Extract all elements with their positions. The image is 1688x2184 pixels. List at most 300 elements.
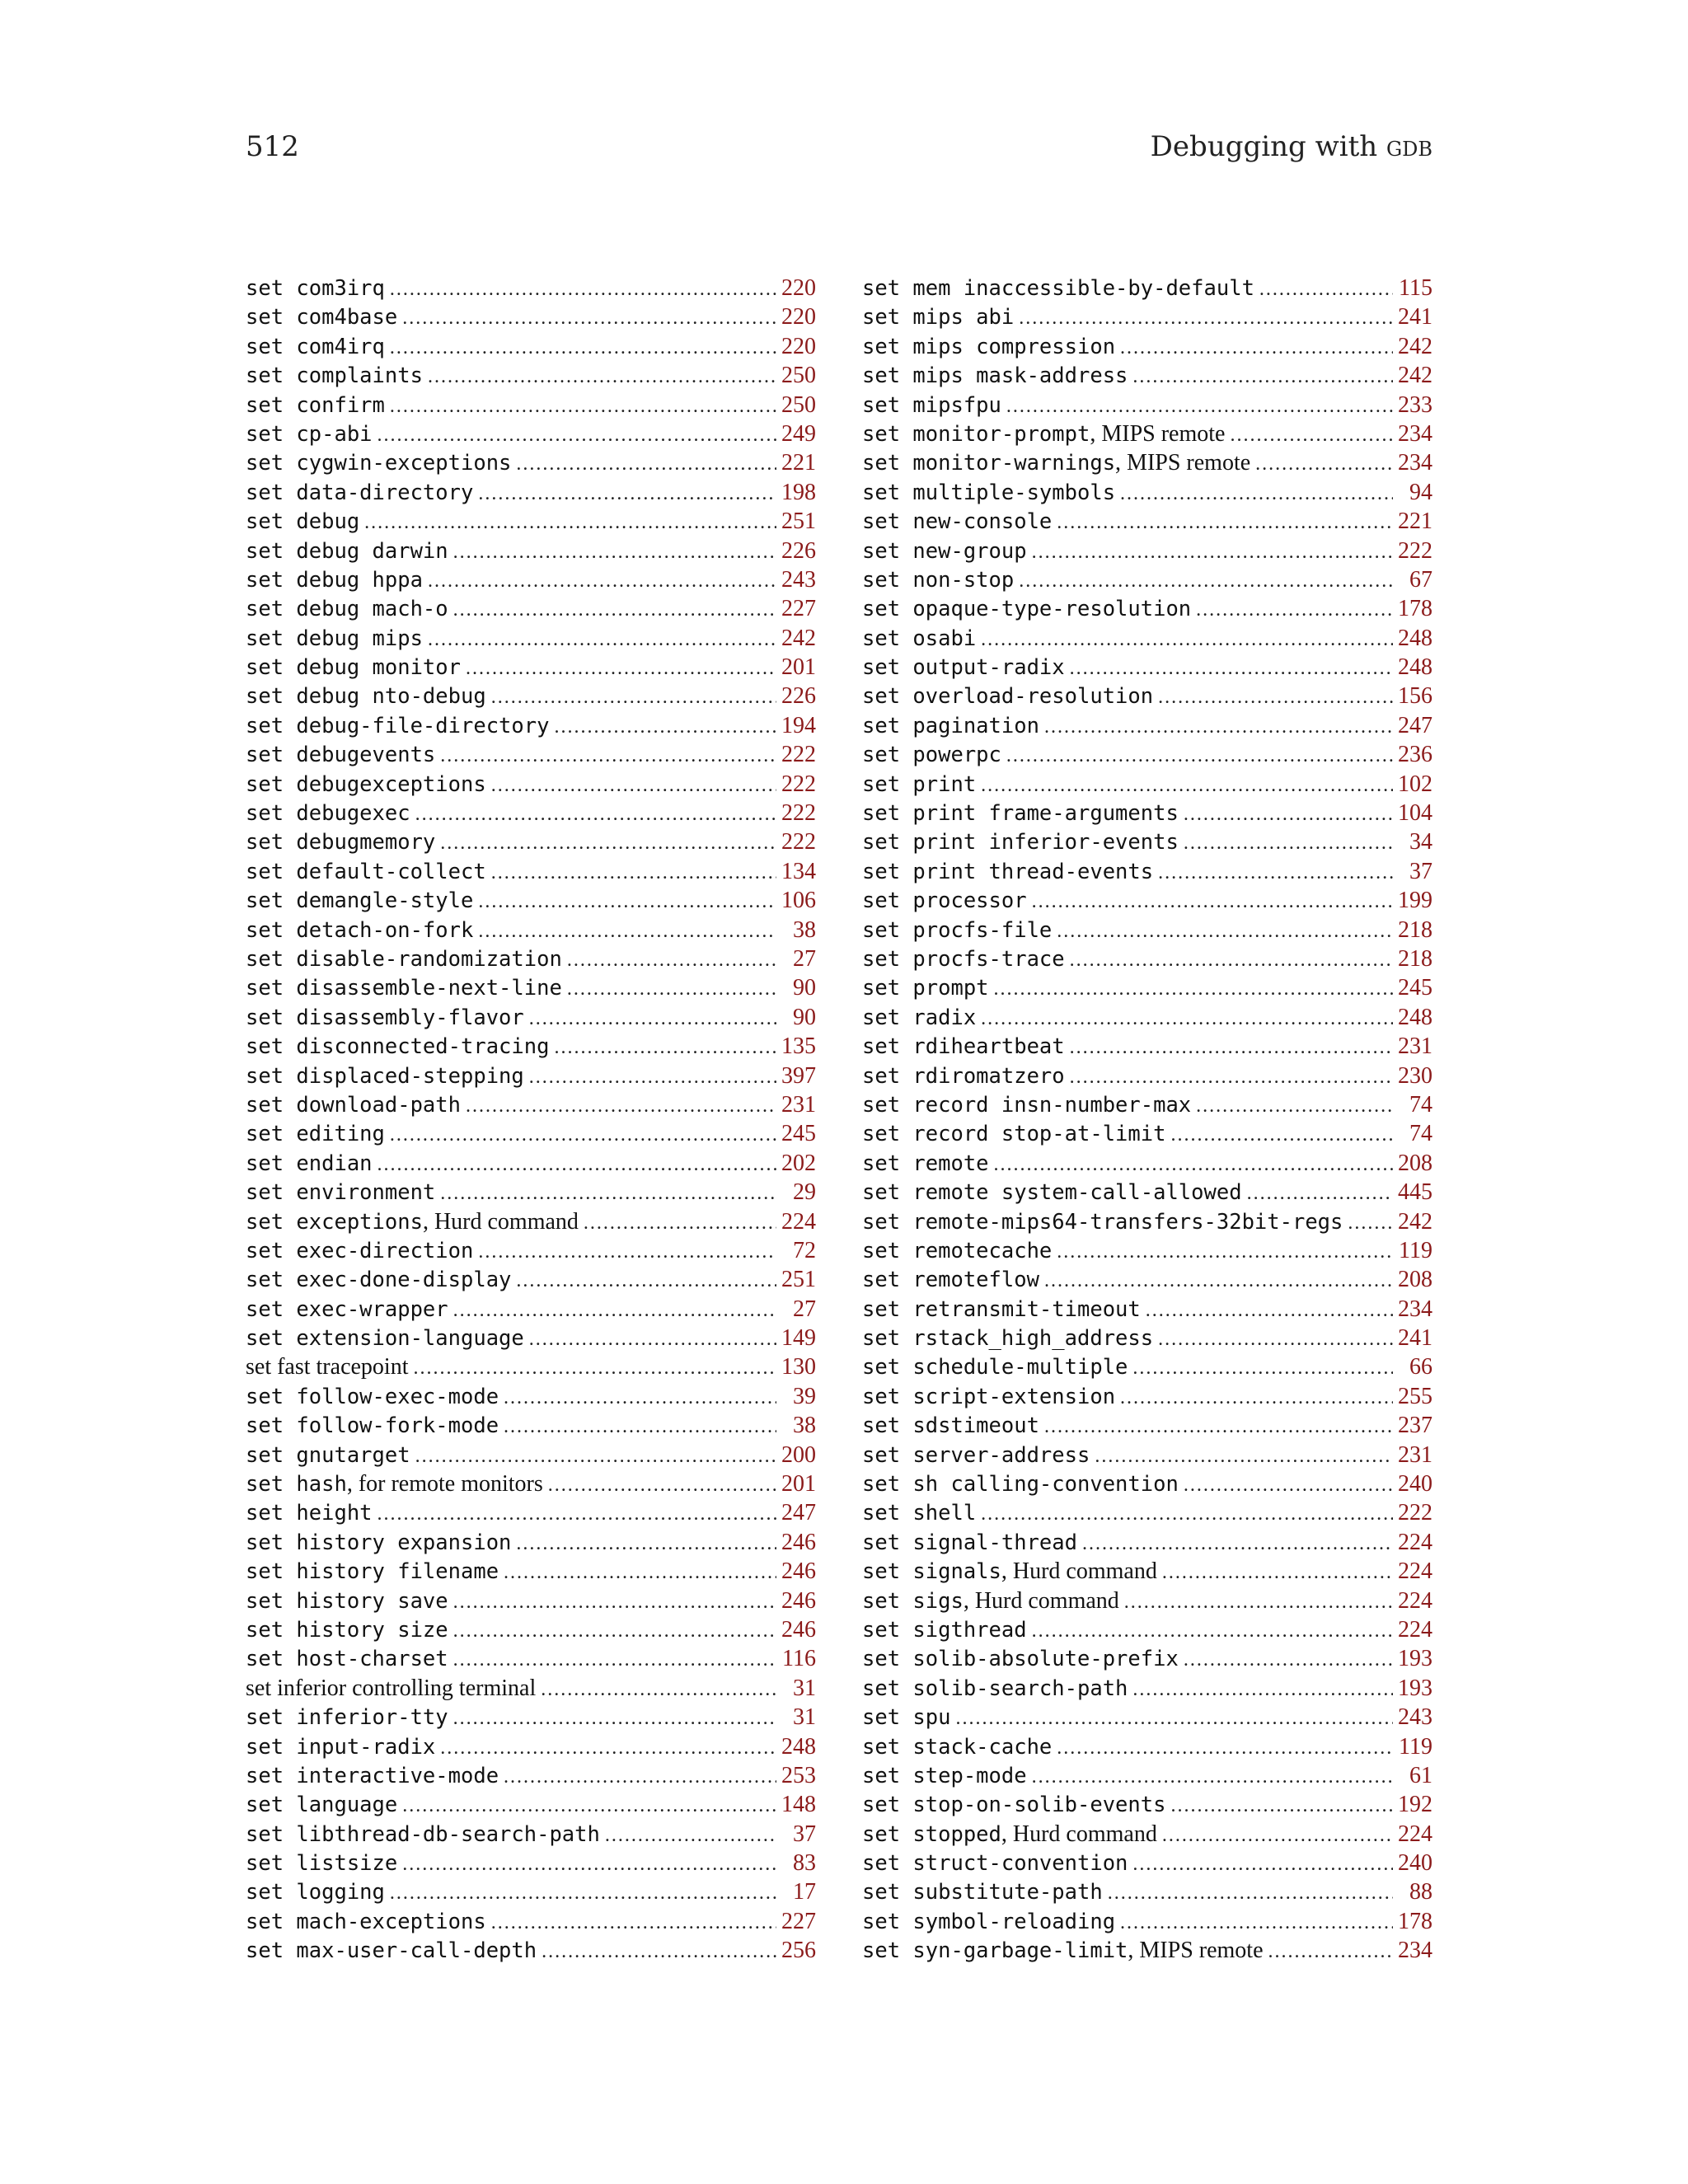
dot-leader xyxy=(390,1121,776,1150)
index-entry xyxy=(862,1936,1432,1965)
dot-leader xyxy=(1032,888,1393,916)
page-reference-link[interactable]: 201 xyxy=(781,1471,816,1497)
page-reference-link[interactable]: 115 xyxy=(1399,275,1432,301)
page-reference-link[interactable]: 226 xyxy=(781,683,816,710)
page-reference-link[interactable]: 66 xyxy=(1409,1354,1432,1380)
index-term-code: set logging xyxy=(246,1880,385,1905)
page-reference-link[interactable]: 178 xyxy=(1398,1908,1432,1934)
index-term-code: set rdiromatzero xyxy=(862,1063,1065,1089)
index-entry xyxy=(862,653,1432,682)
index-term-note: , Hurd command xyxy=(1001,1558,1157,1585)
page-reference-link[interactable]: 246 xyxy=(781,1529,816,1555)
page-reference-link[interactable]: 178 xyxy=(1398,596,1432,622)
dot-leader xyxy=(1196,596,1393,625)
index-term-code: set remote-mips64-transfers-32bit-regs xyxy=(862,1209,1343,1235)
index-term-code: set script-extension xyxy=(862,1384,1116,1409)
page-reference-link[interactable]: 106 xyxy=(781,888,816,914)
page-reference-link[interactable]: 248 xyxy=(781,1733,816,1760)
index-entry xyxy=(862,419,1432,448)
dot-leader xyxy=(1120,334,1393,363)
page-reference-link[interactable]: 119 xyxy=(1399,1237,1432,1263)
dot-leader xyxy=(1170,1121,1393,1150)
page-reference-link[interactable]: 119 xyxy=(1399,1733,1432,1760)
dot-leader xyxy=(1184,1471,1393,1500)
page-reference-link[interactable]: 221 xyxy=(1398,509,1432,535)
index-entry xyxy=(246,1090,816,1119)
page-reference-link[interactable]: 200 xyxy=(781,1441,816,1468)
index-term-code: set mips mask-address xyxy=(862,363,1128,389)
page-reference-link[interactable]: 243 xyxy=(1398,1704,1432,1731)
dot-leader xyxy=(453,1617,776,1646)
dot-leader xyxy=(981,1005,1393,1033)
index-term-code: set disassemble-next-line xyxy=(246,976,562,1001)
index-term xyxy=(246,1324,524,1353)
index-term xyxy=(246,537,448,566)
index-term-code: set gnutarget xyxy=(246,1442,410,1468)
index-entry xyxy=(862,1761,1432,1790)
index-entry xyxy=(246,419,816,448)
index-entry xyxy=(246,886,816,915)
index-entry xyxy=(246,1674,816,1703)
page-reference-link[interactable]: 134 xyxy=(781,858,816,884)
page-reference-link[interactable]: 246 xyxy=(781,1587,816,1614)
index-term-code: set exceptions xyxy=(246,1209,423,1235)
index-entry xyxy=(862,332,1432,361)
page-reference-link[interactable]: 116 xyxy=(782,1646,816,1672)
index-term-code: set disable-randomization xyxy=(246,946,562,972)
index-term xyxy=(246,420,373,449)
page-reference-link[interactable]: 242 xyxy=(1398,1208,1432,1235)
page-reference-link[interactable]: 193 xyxy=(1398,1646,1432,1672)
index-term xyxy=(246,566,423,595)
page-reference-link[interactable]: 243 xyxy=(781,566,816,593)
index-term xyxy=(246,1383,499,1412)
dot-leader xyxy=(955,1704,1393,1733)
index-entry xyxy=(862,1352,1432,1381)
page-reference-link[interactable]: 220 xyxy=(781,304,816,330)
page-reference-link[interactable]: 83 xyxy=(793,1850,816,1877)
dot-leader xyxy=(504,1763,776,1792)
page-reference-link[interactable]: 208 xyxy=(1398,1150,1432,1176)
page-reference-link[interactable]: 231 xyxy=(1398,1033,1432,1060)
dot-leader xyxy=(548,1471,776,1500)
index-entry xyxy=(862,1732,1432,1761)
page-reference-link[interactable]: 231 xyxy=(1398,1441,1432,1468)
index-term-code: set radix xyxy=(862,1005,977,1030)
index-term-code: set pagination xyxy=(862,713,1039,738)
index-entry xyxy=(246,1703,816,1732)
index-term-code: set powerpc xyxy=(862,743,1001,768)
dot-leader xyxy=(1070,1033,1393,1062)
index-term-code: set schedule-multiple xyxy=(862,1355,1128,1380)
index-entry xyxy=(246,1849,816,1877)
page-reference-link[interactable]: 248 xyxy=(1398,1004,1432,1030)
page-reference-link[interactable]: 27 xyxy=(793,945,816,972)
index-entry xyxy=(862,1295,1432,1324)
index-term xyxy=(246,771,486,799)
index-term xyxy=(246,1937,537,1966)
running-title-text: Debugging with xyxy=(1150,130,1386,163)
dot-leader xyxy=(1032,538,1393,567)
page-reference-link[interactable]: 31 xyxy=(793,1704,816,1731)
index-term xyxy=(246,1207,579,1237)
page-reference-link[interactable]: 248 xyxy=(1398,625,1432,651)
page-reference-link[interactable]: 221 xyxy=(781,450,816,476)
index-term-code: set procfs-trace xyxy=(862,946,1065,972)
dot-leader xyxy=(440,1179,776,1208)
index-entry xyxy=(246,1586,816,1615)
index-term xyxy=(862,1849,1128,1878)
page-reference-link[interactable]: 241 xyxy=(1398,304,1432,330)
index-entry xyxy=(246,1003,816,1032)
index-entry xyxy=(246,1732,816,1761)
page-reference-link[interactable]: 250 xyxy=(781,391,816,418)
index-term xyxy=(246,274,385,303)
page-reference-link[interactable]: 94 xyxy=(1409,479,1432,505)
index-entry xyxy=(862,1178,1432,1207)
index-term xyxy=(862,1586,1119,1616)
dot-leader xyxy=(554,1033,776,1062)
dot-leader xyxy=(1044,1267,1393,1296)
index-term xyxy=(246,479,473,508)
index-term-code: set print xyxy=(862,771,977,797)
dot-leader xyxy=(1196,1092,1393,1121)
index-term-code: set sigthread xyxy=(862,1617,1027,1643)
index-term-code: set default-collect xyxy=(246,859,486,884)
page-reference-link[interactable]: 135 xyxy=(781,1033,816,1060)
dot-leader xyxy=(1184,1646,1393,1675)
index-entry xyxy=(862,1907,1432,1936)
page-reference-link[interactable]: 224 xyxy=(1398,1529,1432,1555)
page-reference-link[interactable]: 230 xyxy=(1398,1062,1432,1089)
index-entry xyxy=(246,944,816,973)
dot-leader xyxy=(402,1792,776,1821)
page-reference-link[interactable]: 61 xyxy=(1409,1762,1432,1788)
dot-leader xyxy=(415,800,776,829)
index-entry xyxy=(246,973,816,1002)
index-entry xyxy=(862,1003,1432,1032)
index-entry xyxy=(246,1149,816,1178)
index-term-code: set sdstimeout xyxy=(862,1413,1039,1439)
index-term xyxy=(862,566,1014,595)
index-entry xyxy=(246,332,816,361)
page-reference-link[interactable]: 445 xyxy=(1398,1179,1432,1206)
index-term-code: set output-radix xyxy=(862,655,1065,681)
page-reference-link[interactable]: 192 xyxy=(1398,1792,1432,1818)
dot-leader xyxy=(1184,800,1393,829)
index-entry xyxy=(862,594,1432,623)
index-entry xyxy=(246,1178,816,1207)
page-reference-link[interactable]: 156 xyxy=(1398,683,1432,710)
index-term-code: set debugexceptions xyxy=(246,771,486,797)
page-reference-link[interactable]: 72 xyxy=(793,1237,816,1263)
index-entry xyxy=(862,770,1432,799)
dot-leader xyxy=(428,363,776,391)
page-reference-link[interactable]: 198 xyxy=(781,479,816,505)
page-reference-link[interactable]: 234 xyxy=(1398,450,1432,476)
index-entry xyxy=(246,1295,816,1324)
page-reference-link[interactable]: 90 xyxy=(793,1004,816,1030)
page-reference-link[interactable]: 37 xyxy=(793,1821,816,1847)
page-reference-link[interactable]: 251 xyxy=(781,1267,816,1293)
index-entry xyxy=(862,1703,1432,1732)
page-reference-link[interactable]: 224 xyxy=(781,1208,816,1235)
page-reference-link[interactable]: 222 xyxy=(781,771,816,797)
dot-leader xyxy=(440,1734,776,1763)
page-reference-link[interactable]: 74 xyxy=(1409,1121,1432,1147)
page-reference-link[interactable]: 39 xyxy=(793,1383,816,1409)
page-reference-link[interactable]: 231 xyxy=(781,1091,816,1118)
dot-leader xyxy=(1070,654,1393,683)
index-term-code: set symbol-reloading xyxy=(862,1909,1116,1934)
index-entry xyxy=(862,1528,1432,1557)
index-term-code: set debug hppa xyxy=(246,567,423,593)
dot-leader xyxy=(504,1384,776,1413)
dot-leader xyxy=(390,1879,776,1908)
index-term-code: set detach-on-fork xyxy=(246,917,474,943)
page-reference-link[interactable]: 102 xyxy=(1398,771,1432,797)
page-reference-link[interactable]: 74 xyxy=(1409,1091,1432,1118)
page-reference-link[interactable]: 242 xyxy=(1398,363,1432,389)
page-reference-link[interactable]: 27 xyxy=(793,1296,816,1322)
page-reference-link[interactable]: 194 xyxy=(781,712,816,738)
index-term xyxy=(862,1762,1027,1791)
dot-leader xyxy=(390,392,776,421)
dot-leader xyxy=(1057,1734,1393,1763)
index-term-code: set record insn-number-max xyxy=(862,1092,1192,1118)
page-reference-link[interactable]: 397 xyxy=(781,1062,816,1089)
dot-leader xyxy=(1070,1063,1393,1092)
dot-leader xyxy=(491,1909,776,1938)
dot-leader xyxy=(478,917,776,946)
index-term-code: set server-address xyxy=(862,1442,1090,1468)
dot-leader xyxy=(541,1675,776,1704)
dot-leader xyxy=(390,275,776,304)
dot-leader xyxy=(542,1938,776,1966)
index-term xyxy=(246,1033,549,1062)
page-reference-link[interactable]: 255 xyxy=(1398,1383,1432,1409)
index-entry xyxy=(246,1441,816,1469)
index-term-code: set history expansion xyxy=(246,1530,512,1555)
index-entry xyxy=(862,827,1432,856)
page-reference-link[interactable]: 251 xyxy=(781,509,816,535)
page-reference-link[interactable]: 240 xyxy=(1398,1471,1432,1497)
index-term xyxy=(246,449,511,478)
running-title xyxy=(1151,130,1432,163)
index-term xyxy=(246,887,473,916)
index-term xyxy=(246,916,473,945)
index-term xyxy=(862,362,1128,391)
page-reference-link[interactable]: 222 xyxy=(1398,1500,1432,1526)
index-term xyxy=(246,1674,536,1704)
index-term-code: set disassembly-flavor xyxy=(246,1005,524,1030)
dot-leader xyxy=(1132,1354,1393,1383)
page-reference-link[interactable]: 38 xyxy=(793,916,816,943)
dot-leader xyxy=(377,1500,776,1529)
page-reference-link[interactable]: 34 xyxy=(1409,829,1432,855)
dot-leader xyxy=(1158,1325,1393,1354)
page-reference-link[interactable]: 247 xyxy=(781,1500,816,1526)
page-reference-link[interactable]: 245 xyxy=(1398,975,1432,1001)
dot-leader xyxy=(529,1005,776,1033)
page-reference-link[interactable]: 234 xyxy=(1398,1938,1432,1964)
index-term-code: set endian xyxy=(246,1151,373,1176)
page-reference-link[interactable]: 208 xyxy=(1398,1267,1432,1293)
index-entry xyxy=(246,1062,816,1090)
page-reference-link[interactable]: 253 xyxy=(781,1762,816,1788)
page-reference-link[interactable]: 148 xyxy=(781,1792,816,1818)
page-reference-link[interactable]: 248 xyxy=(1398,654,1432,681)
page-reference-link[interactable]: 246 xyxy=(781,1558,816,1585)
dot-leader xyxy=(402,304,776,333)
page-reference-link[interactable]: 236 xyxy=(1398,742,1432,768)
index-term-code: set remoteflow xyxy=(862,1268,1039,1293)
dot-leader xyxy=(453,1588,776,1617)
page-reference-link[interactable]: 240 xyxy=(1398,1850,1432,1877)
index-term-code: set displaced-stepping xyxy=(246,1063,524,1089)
index-term xyxy=(862,1033,1065,1062)
dot-leader xyxy=(453,538,776,567)
page-reference-link[interactable]: 245 xyxy=(781,1121,816,1147)
page-reference-link[interactable]: 218 xyxy=(1398,945,1432,972)
page-reference-link[interactable]: 222 xyxy=(781,742,816,768)
page-reference-link[interactable]: 17 xyxy=(793,1879,816,1905)
index-term xyxy=(246,1412,499,1441)
page-reference-link[interactable]: 202 xyxy=(781,1150,816,1176)
page-reference-link[interactable]: 220 xyxy=(781,275,816,301)
dot-leader xyxy=(402,1850,776,1879)
index-term xyxy=(246,1791,397,1820)
page-reference-link[interactable]: 31 xyxy=(793,1675,816,1701)
index-term-code: set host-charset xyxy=(246,1647,448,1672)
index-term-code: set max-user-call-depth xyxy=(246,1938,537,1964)
index-term-code: set rstack_high_address xyxy=(862,1326,1154,1352)
index-entry xyxy=(246,594,816,623)
page-reference-link[interactable]: 220 xyxy=(781,333,816,359)
dot-leader xyxy=(1255,450,1393,479)
running-header xyxy=(246,130,1432,171)
page-reference-link[interactable]: 218 xyxy=(1398,916,1432,943)
page-reference-link[interactable]: 224 xyxy=(1398,1587,1432,1614)
index-term-code: set interactive-mode xyxy=(246,1763,499,1788)
page-reference-link[interactable]: 224 xyxy=(1398,1558,1432,1585)
index-entry xyxy=(246,711,816,740)
page-reference-link[interactable]: 227 xyxy=(781,596,816,622)
index-entry xyxy=(862,973,1432,1002)
page-reference-link[interactable]: 130 xyxy=(781,1354,816,1380)
dot-leader xyxy=(1082,1530,1393,1558)
page-reference-link[interactable]: 249 xyxy=(781,420,816,447)
page-reference-link[interactable]: 226 xyxy=(781,537,816,564)
index-term-code: set debug nto-debug xyxy=(246,684,486,710)
index-term-code: set signal-thread xyxy=(862,1530,1077,1555)
index-entry xyxy=(862,1207,1432,1236)
index-term-code: set complaints xyxy=(246,363,423,389)
page-reference-link[interactable]: 149 xyxy=(781,1325,816,1352)
page-reference-link[interactable]: 250 xyxy=(781,363,816,389)
index-term-note: , MIPS remote xyxy=(1115,450,1251,476)
index-term xyxy=(246,1499,373,1528)
page-reference-link[interactable]: 246 xyxy=(781,1616,816,1643)
index-term xyxy=(862,1004,976,1033)
page-reference-link[interactable]: 241 xyxy=(1398,1325,1432,1352)
index-term-code: set history save xyxy=(246,1588,448,1614)
page-reference-link[interactable]: 242 xyxy=(781,625,816,651)
index-entry xyxy=(246,1936,816,1965)
dot-leader xyxy=(491,683,776,712)
index-term xyxy=(246,682,486,711)
index-term-code: set height xyxy=(246,1501,373,1526)
index-term-code: set struct-convention xyxy=(862,1851,1128,1877)
index-term-code: set mem inaccessible-by-default xyxy=(862,276,1254,301)
index-term xyxy=(862,1296,1141,1324)
page-reference-link[interactable]: 201 xyxy=(781,654,816,681)
page-reference-link[interactable]: 29 xyxy=(793,1179,816,1206)
index-term xyxy=(862,945,1065,974)
index-entry xyxy=(246,391,816,419)
page-reference-link[interactable]: 247 xyxy=(1398,712,1432,738)
index-entry xyxy=(862,916,1432,944)
index-entry xyxy=(246,916,816,944)
page-reference-link[interactable]: 242 xyxy=(1398,333,1432,359)
page-reference-link[interactable]: 199 xyxy=(1398,888,1432,914)
index-entry xyxy=(862,886,1432,915)
page-reference-link[interactable]: 224 xyxy=(1398,1616,1432,1643)
page-reference-link[interactable]: 37 xyxy=(1409,858,1432,884)
page-reference-link[interactable]: 233 xyxy=(1398,391,1432,418)
index-term-code: set remote xyxy=(862,1151,989,1176)
page-reference-link[interactable]: 88 xyxy=(1409,1879,1432,1905)
index-entry xyxy=(862,1644,1432,1673)
index-term-code: set debug monitor xyxy=(246,655,461,681)
index-term xyxy=(246,1179,435,1207)
dot-leader xyxy=(1132,363,1393,391)
page-reference-link[interactable]: 256 xyxy=(781,1938,816,1964)
index-term xyxy=(862,1091,1191,1120)
index-term xyxy=(862,1353,1128,1382)
index-entry xyxy=(862,1557,1432,1586)
index-term xyxy=(246,1120,385,1149)
index-term-code: set com4irq xyxy=(246,334,385,359)
index-term-code: set mach-exceptions xyxy=(246,1909,486,1934)
index-term xyxy=(862,625,976,654)
page-reference-link[interactable]: 104 xyxy=(1398,800,1432,827)
index-term xyxy=(862,1791,1165,1820)
index-term-code: set debugexec xyxy=(246,801,410,827)
page-reference-link[interactable]: 234 xyxy=(1398,420,1432,447)
index-term xyxy=(246,858,486,887)
index-term-code: set print inferior-events xyxy=(862,830,1179,855)
index-term xyxy=(862,1499,976,1528)
page-reference-link[interactable]: 227 xyxy=(781,1908,816,1934)
page-reference-link[interactable]: 224 xyxy=(1398,1821,1432,1847)
page-reference-link[interactable]: 67 xyxy=(1409,566,1432,593)
page-reference-link[interactable]: 38 xyxy=(793,1413,816,1439)
index-entry xyxy=(246,799,816,827)
page-reference-link[interactable]: 237 xyxy=(1398,1413,1432,1439)
page-reference-link[interactable]: 90 xyxy=(793,975,816,1001)
index-term-code: set cp-abi xyxy=(246,421,373,447)
page-reference-link[interactable]: 222 xyxy=(781,800,816,827)
page-reference-link[interactable]: 234 xyxy=(1398,1296,1432,1322)
index-entry xyxy=(862,507,1432,536)
index-term-code: set non-stop xyxy=(862,567,1015,593)
page-reference-link[interactable]: 193 xyxy=(1398,1675,1432,1701)
page-reference-link[interactable]: 222 xyxy=(781,829,816,855)
page-reference-link[interactable]: 222 xyxy=(1398,537,1432,564)
index-term-code: set language xyxy=(246,1793,398,1818)
index-entry xyxy=(246,1382,816,1411)
